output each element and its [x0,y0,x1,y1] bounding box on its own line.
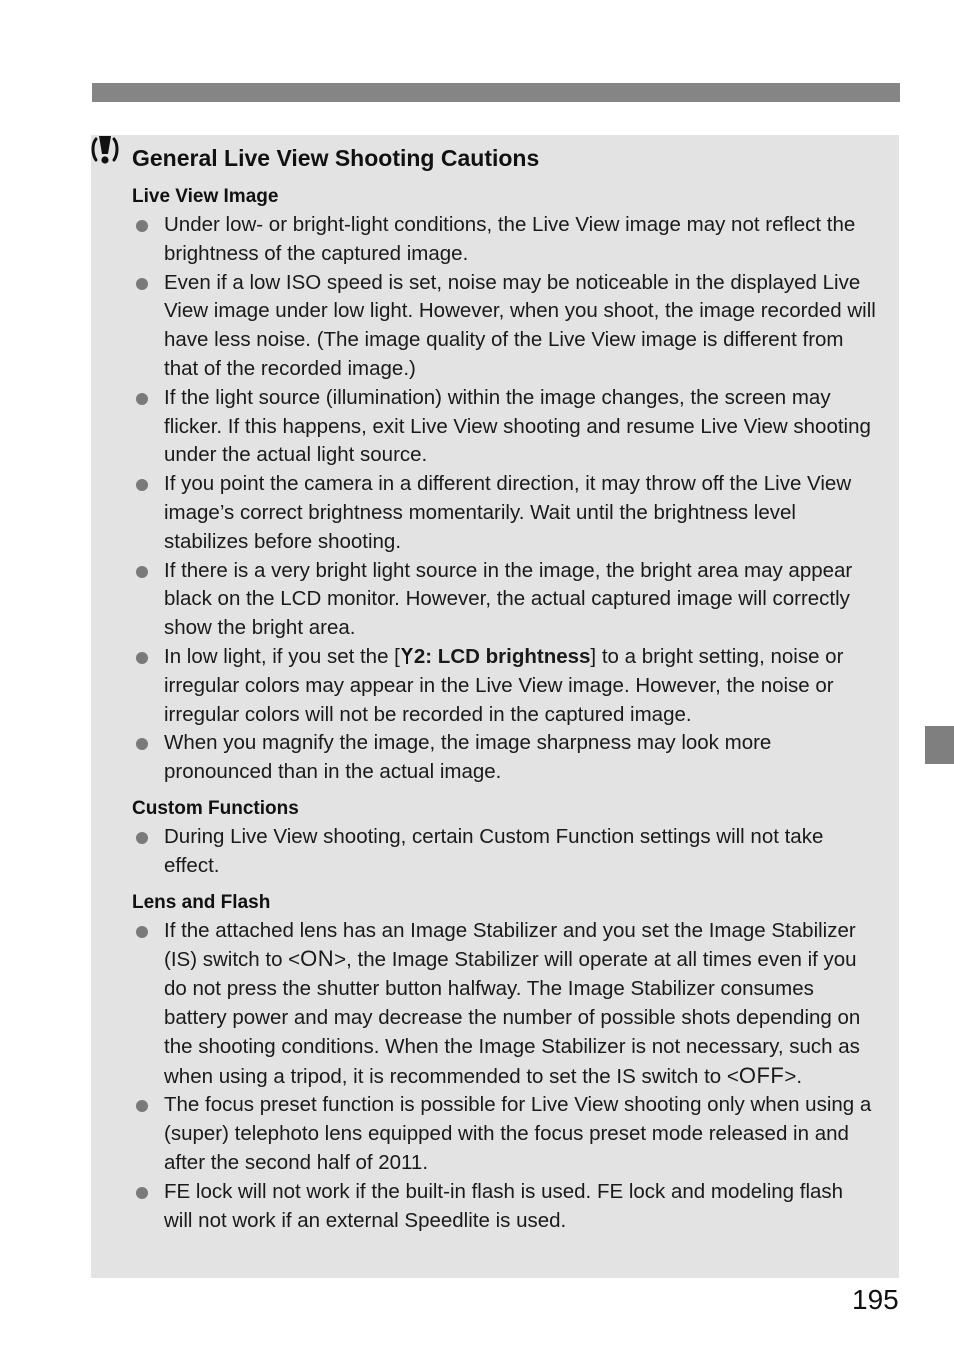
bullet-dot-icon [136,479,148,491]
bullet-list-custom-functions [132,823,877,881]
list-item: During Live View shooting, certain Custom Function settings will not take effect. [132,823,877,881]
bullet-dot-icon [136,652,148,664]
bullet-dot-icon [136,566,148,578]
caution-exclamation-icon [91,135,119,165]
list-item: The focus preset function is possible for Live View shooting only when using a (super) telephoto lens equipped with the focus preset mode released in and after the second half of 2011. [132,1091,877,1177]
switch-on-symbol: ON [300,946,335,972]
chapter-side-tab [925,726,954,764]
bullet-list-live-view-image [132,211,877,787]
switch-off-symbol: OFF [738,1062,785,1088]
list-item: FE lock will not work if the built-in flash is used. FE lock and modeling flash will not work if an external Speedlite is used. [132,1178,877,1236]
section-heading-live-view-image: Live View Image [132,186,279,207]
page-number: 195 [852,1284,899,1315]
menu-reference: 2: LCD brightness [400,645,591,668]
list-item: If the attached lens has an Image Stabilizer and you set the Image Stabilizer (IS) switch to <ON>, the Image Stabilizer will operate at all times even if you do not press the shutter button halfway. The Image Stabilizer consumes battery power and may decrease the number of possible shots depending on the shooting conditions. When the Image Stabilizer is not necessary, such as when using a tripod, it is recommended to set the IS switch to <OFF>. [132,917,877,1092]
bullet-dot-icon [136,393,148,405]
section-heading-lens-and-flash: Lens and Flash [132,891,271,913]
bullet-dot-icon [136,1187,148,1199]
list-item: If you point the camera in a different direction, it may throw off the Live View image’s correct brightness momentarily. Wait until the brightness level stabilizes before shooting. [132,470,877,556]
wrench-setup-icon [400,647,414,665]
caution-title: General Live View Shooting Cautions [132,145,540,171]
caution-box [91,135,899,1278]
bullet-dot-icon [136,278,148,290]
bullet-list-lens-and-flash [132,917,877,1236]
bullet-dot-icon [136,926,148,938]
bullet-dot-icon [136,832,148,844]
top-header-bar [92,83,900,102]
bullet-dot-icon [136,1100,148,1112]
list-item: If there is a very bright light source in the image, the bright area may appear black on the LCD monitor. However, the actual captured image will correctly show the bright area. [132,557,877,643]
list-item: Even if a low ISO speed is set, noise may be noticeable in the displayed Live View image under low light. However, when you shoot, the image recorded will have less noise. (The image quality of the Live View image is different from that of the recorded image.) [132,269,877,384]
list-item: Under low- or bright-light conditions, the Live View image may not reflect the brightness of the captured image. [132,211,877,269]
caution-content [132,183,877,1239]
list-item: In low light, if you set the [ 2: LCD brightness] to a bright setting, noise or irregular colors may appear in the Live View image. However, the noise or irregular colors will not be recorded in the captured image. [132,643,877,729]
section-heading-custom-functions: Custom Functions [132,797,299,819]
bullet-dot-icon [136,220,148,232]
bullet-dot-icon [136,738,148,750]
list-item: If the light source (illumination) within the image changes, the screen may flicker. If this happens, exit Live View shooting and resume Live View shooting under the actual light source. [132,384,877,470]
list-item: When you magnify the image, the image sharpness may look more pronounced than in the actual image. [132,729,877,787]
